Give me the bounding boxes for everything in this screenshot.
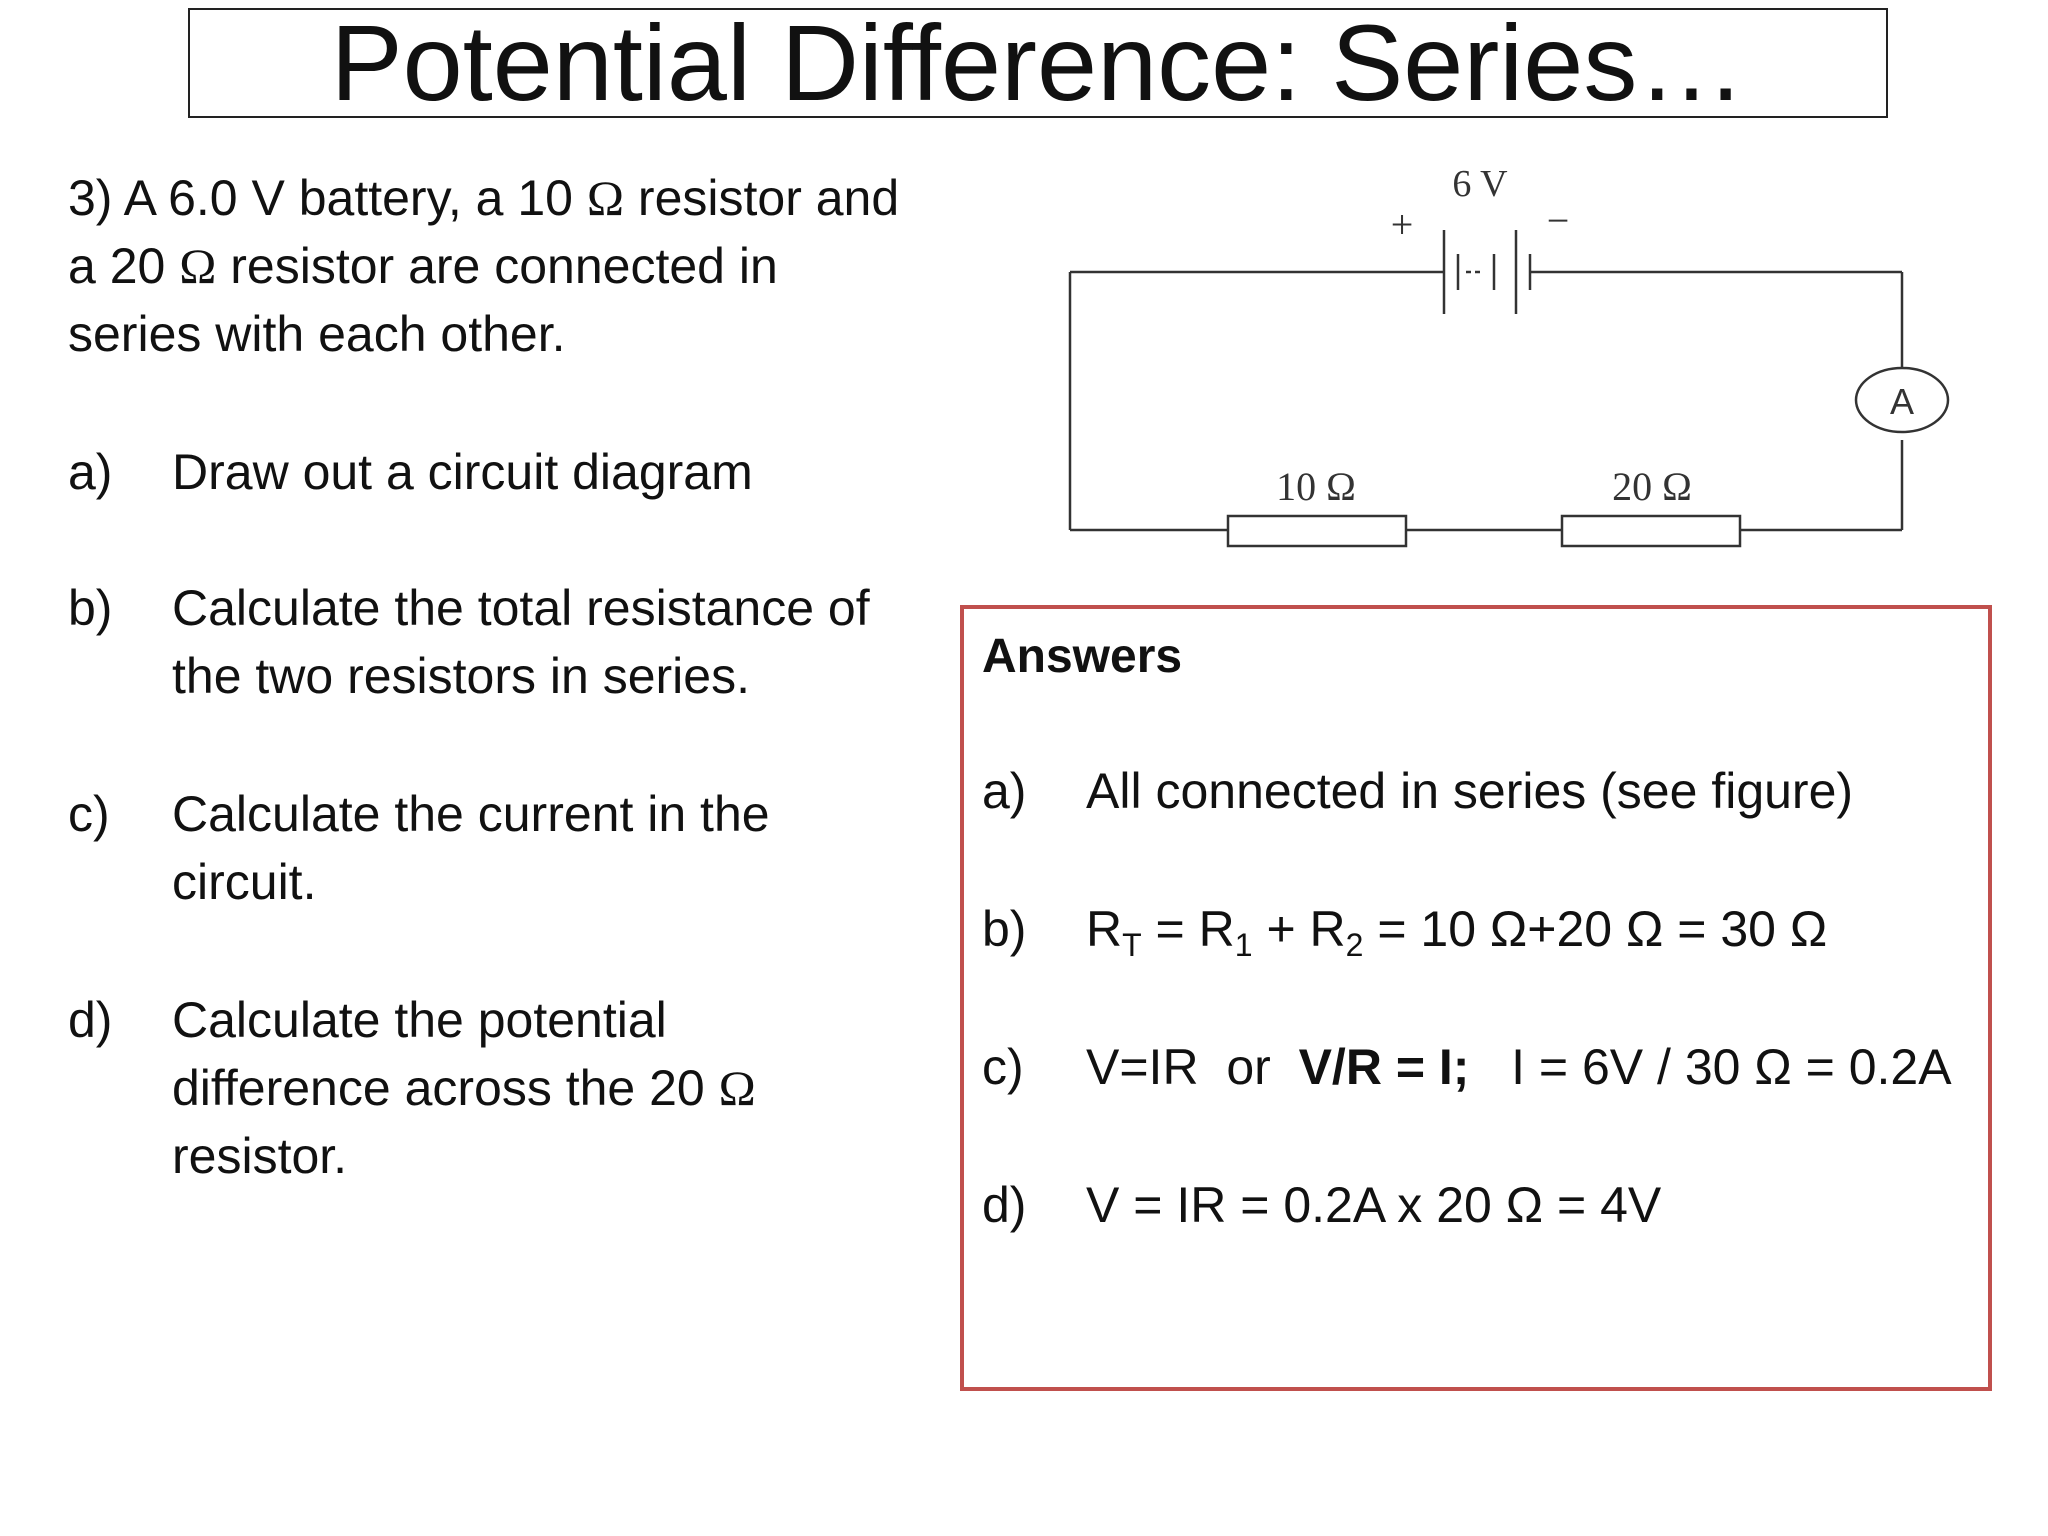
part-label: d) [68, 992, 113, 1048]
answer-label: b) [982, 901, 1027, 957]
part-text-segment: difference across the 20 [172, 1060, 719, 1116]
circuit-diagram [1040, 150, 1960, 570]
answer-label: a) [982, 763, 1027, 819]
answer-text [1086, 1035, 1952, 1099]
slide-title: Potential Difference: Series… [330, 2, 1746, 123]
answer-segment: R [1086, 901, 1123, 957]
answer-segment: I = 6V / 30 Ω = 0.2A [1469, 1039, 1952, 1095]
answer-a [982, 759, 1853, 823]
question-line-2 [68, 232, 968, 300]
question-line-3: series with each other. [68, 306, 566, 362]
answer-label: c) [982, 1039, 1024, 1095]
question-text: resistor are connected in [216, 238, 778, 294]
part-line: the two resistors in series. [172, 648, 750, 704]
answer-d [982, 1173, 1661, 1237]
title-box [188, 2, 1888, 123]
subscript: T [1122, 927, 1142, 963]
part-text [172, 574, 948, 710]
resistor-20-label: 20 Ω [1612, 464, 1692, 509]
omega-symbol: Ω [586, 170, 625, 226]
answers-box [960, 605, 1992, 1391]
resistor-20-ohm [1562, 516, 1740, 546]
resistor-10-ohm [1228, 516, 1406, 546]
part-text [172, 986, 948, 1190]
part-line [172, 1054, 948, 1122]
answer-label: d) [982, 1177, 1027, 1233]
answer-bold-segment: V/R = I; [1298, 1039, 1470, 1095]
part-label: c) [68, 786, 110, 842]
question-line-1 [68, 164, 968, 232]
answer-text: All connected in series (see figure) [1086, 763, 1854, 819]
question-part-c [68, 780, 948, 916]
answer-segment: V=IR or [1086, 1039, 1299, 1095]
part-text: Draw out a circuit diagram [172, 444, 753, 500]
answer-b [982, 897, 1827, 961]
omega-symbol: Ω [718, 1060, 756, 1116]
question-part-d [68, 986, 948, 1190]
part-line: Calculate the total resistance of [172, 580, 870, 636]
answer-segment: = 10 Ω+20 Ω = 30 Ω [1363, 901, 1828, 957]
part-line: resistor. [172, 1128, 348, 1184]
minus-sign: − [1546, 198, 1570, 243]
question-text: resistor and [624, 170, 900, 226]
resistor-10-label: 10 Ω [1276, 464, 1356, 509]
question-statement [68, 164, 968, 368]
battery-voltage-label: 6 V [1452, 163, 1508, 205]
question-part-b [68, 574, 948, 710]
answer-segment: = R [1141, 901, 1235, 957]
question-part-a [68, 438, 948, 506]
part-line: Calculate the potential [172, 992, 667, 1048]
answer-c [982, 1035, 1952, 1099]
part-line: Calculate the current in the [172, 786, 770, 842]
answer-text: V = IR = 0.2A x 20 Ω = 4V [1086, 1177, 1662, 1233]
answers-title: Answers [982, 630, 1183, 683]
subscript: 2 [1345, 927, 1364, 963]
ammeter-label: A [1889, 381, 1915, 422]
part-label: b) [68, 580, 113, 636]
answer-segment: + R [1252, 901, 1346, 957]
subscript: 1 [1234, 927, 1253, 963]
omega-symbol: Ω [179, 238, 217, 294]
plus-sign: + [1390, 202, 1414, 247]
answer-text [1086, 897, 1827, 961]
question-text: a 20 [68, 238, 180, 294]
part-text [172, 780, 948, 916]
part-line: circuit. [172, 854, 317, 910]
part-label: a) [68, 444, 113, 500]
question-text: 3) A 6.0 V battery, a 10 [68, 170, 587, 226]
